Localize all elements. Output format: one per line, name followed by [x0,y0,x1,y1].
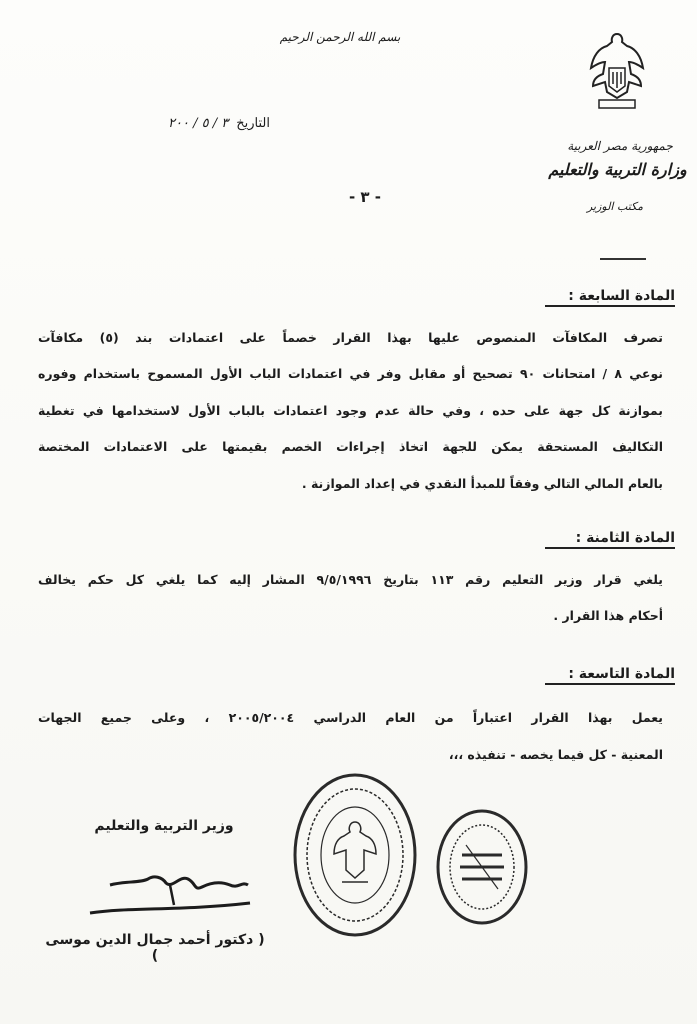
article-9-line: المعنية - كل فيما يخصه - تنفيذه ،،، [448,747,663,762]
article-8-line: يلغي قرار وزير التعليم رقم ١١٣ بتاريخ ٩/٥/١٩٩٦ المشار إليه كما يلغي كل حكم يخالف [38,572,664,587]
article-9-heading: المادة التاسعة : [545,666,675,682]
article-8-line: أحكام هذا القرار . [553,608,663,623]
basmala: بسم الله الرحمن الرحيم [279,30,401,44]
article-7-line: التكاليف المستحقة يمكن للجهة اتخاذ إجراءات الخصم بقيمتها على الاعتمادات المختصة [38,439,663,454]
official-seal-stamp-small [432,805,532,929]
article-7-line: نوعي ٨ / امتحانات ٩٠ تصحيح أو مقابل وفر في اعتمادات الباب الأول المسموح باستخدام وفوره [38,366,663,381]
article-7-line: بالعام المالي التالي وفقاً للمبدأ النقدي في إعداد الموازنة . [301,476,663,491]
date-row [30,116,270,131]
page-number: - ٣ - [348,188,382,206]
ministry-office: مكتب الوزير [586,200,644,213]
header-divider [600,258,646,260]
official-seal-stamp [290,770,420,940]
article-9-line: يعمل بهذا القرار اعتباراً من العام الدراسي ٢٠٠٥/٢٠٠٤ ، وعلى جميع الجهات [38,710,663,725]
article-7-heading: المادة السابعة : [545,288,675,304]
article-8-heading: المادة الثامنة : [545,530,675,546]
coat-of-arms-eagle [585,28,649,118]
date-label: التاريخ [236,116,270,131]
signer-title: وزير التربية والتعليم [94,818,234,834]
article-7-line: تصرف المكافآت المنصوص عليها بهذا القرار خصماً على اعتمادات بند (٥) مكافآت [38,330,663,345]
handwritten-signature [70,845,270,935]
article-7-line: بموازنة كل جهة على حده ، وفي حالة عدم وجود اعتمادات بالباب الأول لاستخدامها في تغطية [38,403,663,418]
signer-name: ( دكتور أحمد جمال الدين موسى ) [45,932,265,964]
ministry-name: وزارة التربية والتعليم [548,160,687,179]
date-value: ٣ / ٥ / ٢٠٠ [168,116,229,131]
ministry-country: جمهورية مصر العربية [567,139,673,153]
